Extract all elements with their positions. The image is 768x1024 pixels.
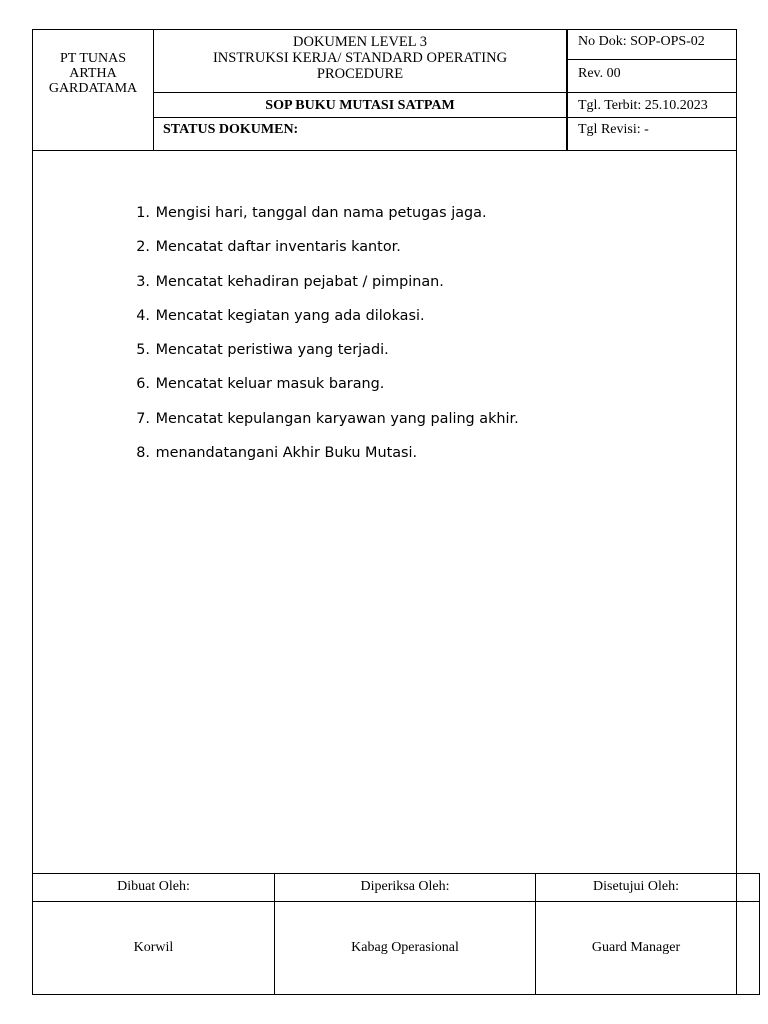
checked-by-header: Diperiksa Oleh: [274,873,536,902]
approved-by-name: Guard Manager [535,901,737,995]
empty-signature-cell [736,901,760,995]
list-item [120,303,519,337]
procedure-steps-list [120,200,519,474]
list-item [120,269,519,303]
revision-date: Tgl Revisi: - [567,117,737,151]
step-text: Mencatat kehadiran pejabat / pimpinan. [155,273,444,290]
sop-title: SOP BUKU MUTASI SATPAM [153,92,567,118]
list-item [120,371,519,405]
status-dokumen-label: STATUS DOKUMEN: [153,117,567,151]
prepared-by-header: Dibuat Oleh: [32,873,275,902]
step-text: Mencatat peristiwa yang terjadi. [155,342,389,359]
step-number: 2. [136,239,150,256]
document-number: No Dok: SOP-OPS-02 [567,29,737,60]
company-cell-bottom-border [32,150,154,151]
step-text: Mencatat kegiatan yang ada dilokasi. [155,307,425,324]
list-item [120,440,519,474]
step-text: Mengisi hari, tanggal dan nama petugas jaga. [155,205,487,221]
company-name-line: ARTHA [69,66,117,81]
step-text: Mencatat kepulangan karyawan yang paling akhir. [155,410,519,427]
revision-number: Rev. 00 [567,59,737,93]
page-border-left [32,29,33,995]
step-number: 3. [136,273,150,290]
list-item [120,406,519,440]
company-name-line: GARDATAMA [48,81,138,96]
step-number: 4. [136,307,150,324]
checked-by-name: Kabag Operasional [274,901,536,995]
company-name [33,51,153,96]
publish-date: Tgl. Terbit: 25.10.2023 [567,92,737,118]
page-border-right [736,29,737,995]
document-type-line: PROCEDURE [316,66,404,82]
document-level-line: DOKUMEN LEVEL 3 [293,34,427,50]
empty-header-cell [736,873,760,902]
approved-by-header: Disetujui Oleh: [535,873,737,902]
prepared-by-name: Korwil [32,901,275,995]
company-name-line: PT TUNAS [59,51,126,66]
step-number: 6. [136,376,150,393]
step-text: Mencatat daftar inventaris kantor. [155,239,401,256]
step-number: 8. [136,445,150,462]
list-item [120,337,519,371]
document-type-line: INSTRUKSI KERJA/ STANDARD OPERATING [212,50,508,66]
step-number: 5. [136,342,150,359]
step-text: menandatangani Akhir Buku Mutasi. [155,445,418,462]
list-item [120,234,519,268]
step-number: 1. [136,205,150,221]
step-number: 7. [136,410,150,427]
document-level-title [153,29,567,93]
list-item [120,200,519,234]
company-name-cell [32,29,154,151]
step-text: Mencatat keluar masuk barang. [155,376,385,393]
